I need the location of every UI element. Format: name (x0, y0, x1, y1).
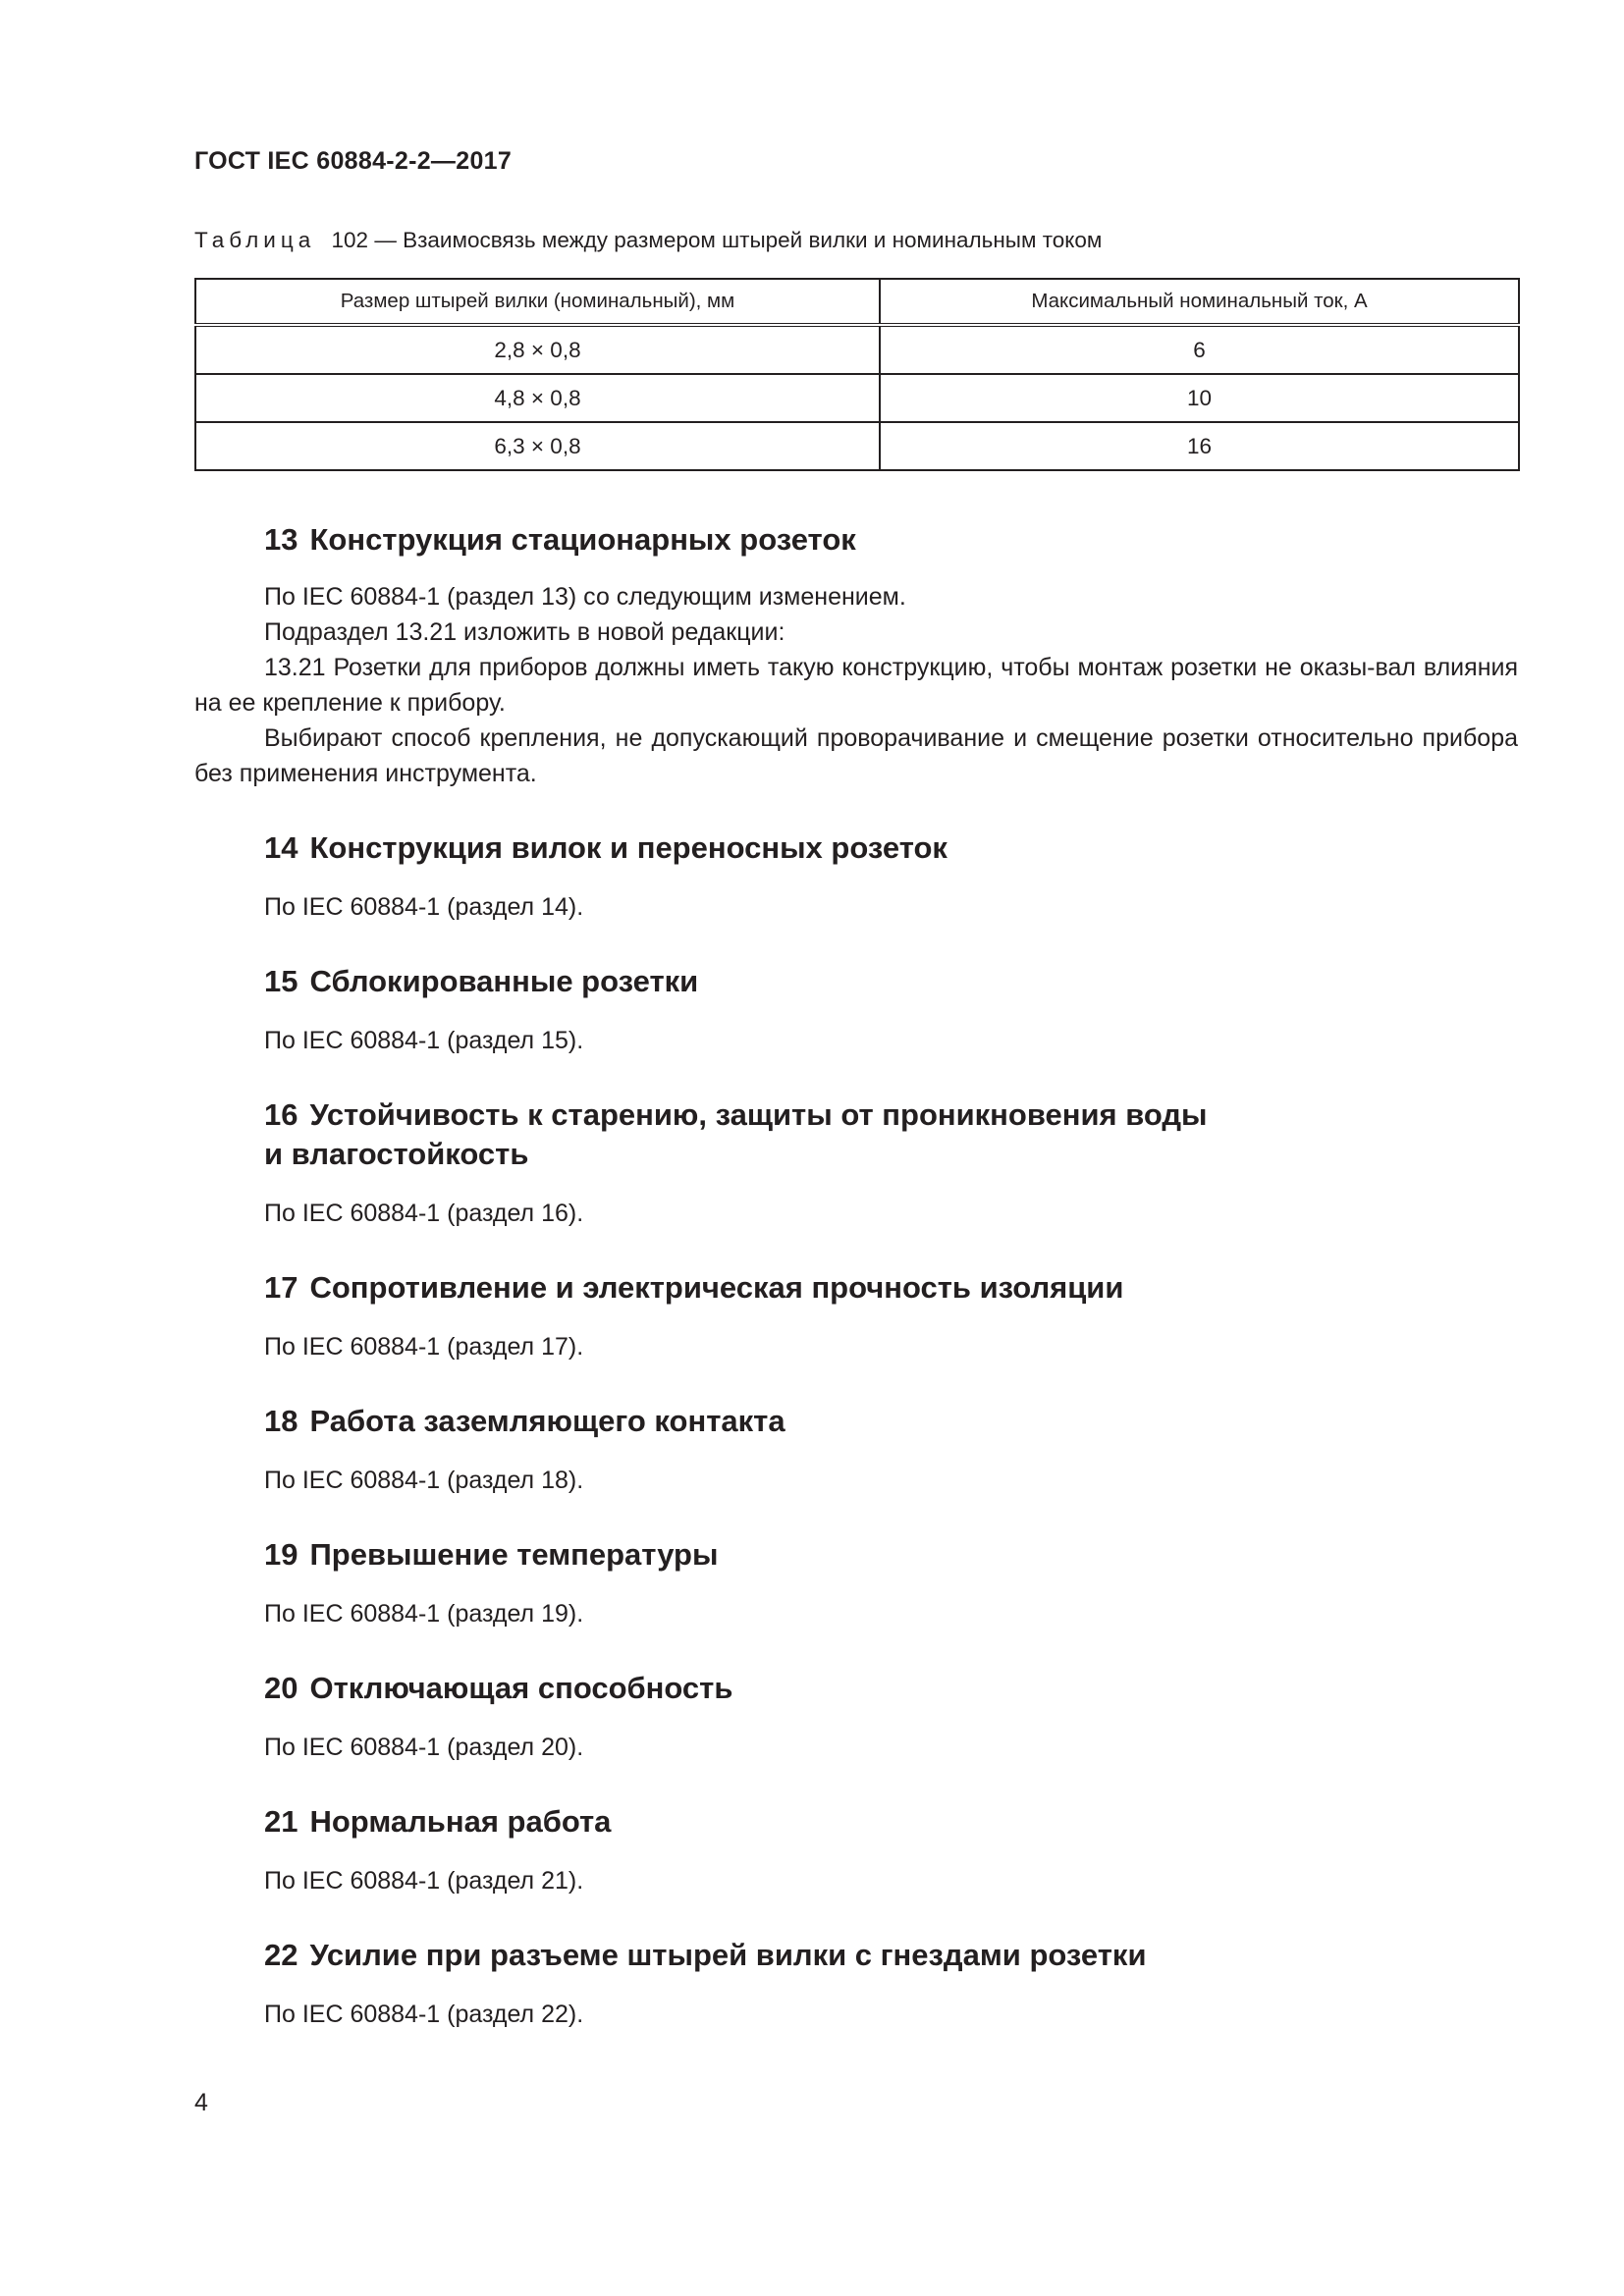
section-heading (264, 1669, 1518, 1708)
cell-pin-size: 6,3 × 0,8 (195, 422, 880, 470)
section-number: 19 (264, 1537, 298, 1572)
section-number: 20 (264, 1671, 298, 1705)
section-title: Сблокированные розетки (309, 964, 699, 998)
section-number: 18 (264, 1404, 298, 1438)
section-number: 13 (264, 522, 298, 557)
section-heading (264, 1095, 1518, 1174)
section-19 (194, 1535, 1518, 1631)
page-number: 4 (194, 2089, 208, 2116)
section-16 (194, 1095, 1518, 1231)
column-header-max-current: Максимальный номинальный ток, А (880, 279, 1519, 325)
section-13 (194, 520, 1518, 791)
section-heading (264, 1936, 1518, 1975)
cell-max-current: 16 (880, 422, 1519, 470)
table-row (195, 374, 1519, 422)
section-heading (264, 828, 1518, 868)
table-caption-text: — Взаимосвязь между размером штырей вилки и номинальным током (374, 228, 1103, 252)
section-heading (264, 1402, 1518, 1441)
document-body (194, 520, 1518, 2032)
cell-max-current: 10 (880, 374, 1519, 422)
page-header: ГОСТ IEC 60884-2-2—2017 (194, 147, 513, 175)
section-reference: По IEC 60884-1 (раздел 22). (264, 2001, 584, 2028)
paragraph: По IEC 60884-1 (раздел 13) со следующим изменением. (264, 583, 906, 611)
table-caption (194, 228, 1102, 253)
section-heading (264, 962, 1518, 1001)
column-header-pin-size: Размер штырей вилки (номинальный), мм (195, 279, 880, 325)
section-heading (264, 1268, 1518, 1308)
table-caption-label: Таблица (194, 228, 316, 252)
table-header-row (195, 279, 1519, 325)
section-title: Сопротивление и электрическая прочность изоляции (309, 1270, 1124, 1305)
section-reference: По IEC 60884-1 (раздел 19). (264, 1600, 584, 1628)
cell-pin-size: 2,8 × 0,8 (195, 325, 880, 374)
table-row (195, 422, 1519, 470)
section-title: Нормальная работа (309, 1804, 612, 1839)
section-reference: По IEC 60884-1 (раздел 17). (264, 1333, 584, 1361)
section-14 (194, 828, 1518, 925)
section-22 (194, 1936, 1518, 2032)
section-title: Устойчивость к старению, защиты от проникновения воды (309, 1097, 1208, 1132)
section-reference: По IEC 60884-1 (раздел 21). (264, 1867, 584, 1895)
section-reference: По IEC 60884-1 (раздел 18). (264, 1467, 584, 1494)
cell-max-current: 6 (880, 325, 1519, 374)
section-number: 16 (264, 1097, 298, 1132)
section-reference: По IEC 60884-1 (раздел 14). (264, 893, 584, 921)
paragraph: 13.21 Розетки для приборов должны иметь такую конструкцию, чтобы монтаж розетки не оказы-вал влияния на ее крепление к прибору. (194, 654, 1518, 717)
section-title-continued: и влагостойкость (264, 1137, 529, 1171)
section-18 (194, 1402, 1518, 1498)
pin-size-current-table (194, 278, 1520, 471)
section-heading (264, 1535, 1518, 1575)
section-title: Конструкция вилок и переносных розеток (309, 830, 947, 865)
section-15 (194, 962, 1518, 1058)
section-reference: По IEC 60884-1 (раздел 20). (264, 1734, 584, 1761)
section-title: Превышение температуры (309, 1537, 719, 1572)
table-row (195, 325, 1519, 374)
section-heading (264, 1802, 1518, 1842)
section-number: 22 (264, 1938, 298, 1972)
section-title: Усилие при разъеме штырей вилки с гнездами розетки (309, 1938, 1147, 1972)
section-number: 14 (264, 830, 298, 865)
section-17 (194, 1268, 1518, 1364)
section-20 (194, 1669, 1518, 1765)
section-reference: По IEC 60884-1 (раздел 16). (264, 1200, 584, 1227)
section-21 (194, 1802, 1518, 1898)
section-title: Конструкция стационарных розеток (309, 522, 856, 557)
cell-pin-size: 4,8 × 0,8 (195, 374, 880, 422)
section-number: 15 (264, 964, 298, 998)
section-heading (264, 520, 1518, 560)
section-title: Отключающая способность (309, 1671, 733, 1705)
paragraph: Выбирают способ крепления, не допускающий проворачивание и смещение розетки относительно прибора без применения инструмента. (194, 724, 1518, 787)
section-number: 21 (264, 1804, 298, 1839)
paragraph: Подраздел 13.21 изложить в новой редакции: (264, 618, 785, 646)
section-reference: По IEC 60884-1 (раздел 15). (264, 1027, 584, 1054)
section-title: Работа заземляющего контакта (309, 1404, 785, 1438)
table-caption-number: 102 (331, 228, 369, 252)
section-number: 17 (264, 1270, 298, 1305)
